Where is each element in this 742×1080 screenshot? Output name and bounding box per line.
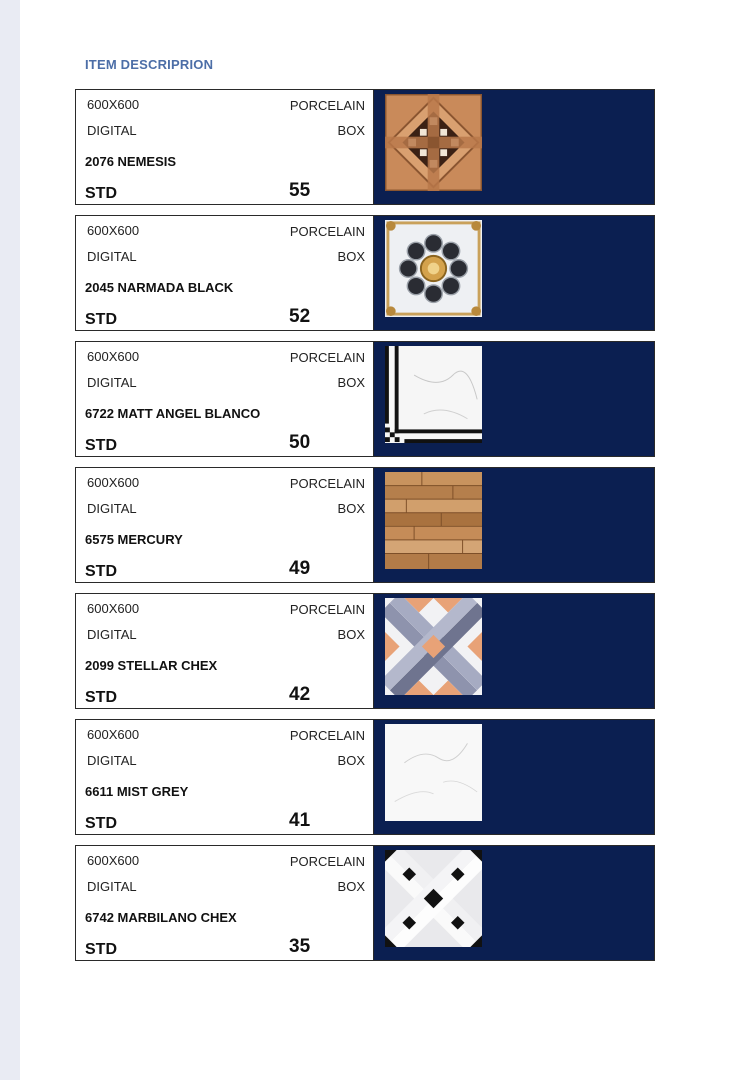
item-image-panel (373, 720, 654, 834)
item-image-panel (373, 90, 654, 204)
item-grade: STD (85, 563, 117, 580)
item-size: 600X600 (87, 349, 140, 364)
item-info (76, 90, 373, 204)
item-material: PORCELAIN (289, 728, 365, 743)
item-size: 600X600 (87, 727, 140, 742)
item-image-panel (373, 594, 654, 708)
item-quantity: 42 (289, 684, 311, 705)
item-name: 2045 NARMADA BLACK (85, 280, 234, 295)
item-grade: STD (85, 311, 117, 328)
marble-weave-tile-icon (385, 850, 482, 947)
item-info (76, 468, 373, 582)
item-grade: STD (85, 185, 117, 202)
item-material: PORCELAIN (289, 350, 365, 365)
item-quantity: 41 (289, 810, 311, 831)
item-finish: DIGITAL (87, 753, 137, 768)
item-unit: BOX (337, 249, 365, 264)
item-image-panel (373, 846, 654, 960)
wood-plank-tile-icon (385, 472, 482, 569)
item-size: 600X600 (87, 601, 140, 616)
item-description-heading: ITEM DESCRIPRION (85, 57, 214, 72)
item-finish: DIGITAL (87, 879, 137, 894)
item-name: 2076 NEMESIS (85, 154, 177, 169)
item-card (75, 719, 655, 835)
item-unit: BOX (337, 879, 365, 894)
item-info (76, 594, 373, 708)
item-unit: BOX (337, 753, 365, 768)
item-info (76, 342, 373, 456)
item-quantity: 49 (289, 558, 311, 579)
grey-lattice-tile-icon (385, 598, 482, 695)
item-finish: DIGITAL (87, 249, 137, 264)
item-material: PORCELAIN (289, 224, 365, 239)
item-size: 600X600 (87, 475, 140, 490)
item-finish: DIGITAL (87, 501, 137, 516)
item-name: 2099 STELLAR CHEX (85, 658, 218, 673)
item-name: 6722 MATT ANGEL BLANCO (85, 406, 261, 421)
item-card (75, 215, 655, 331)
item-card (75, 467, 655, 583)
item-unit: BOX (337, 123, 365, 138)
item-finish: DIGITAL (87, 627, 137, 642)
item-material: PORCELAIN (289, 854, 365, 869)
item-quantity: 52 (289, 306, 311, 327)
item-info (76, 216, 373, 330)
item-info (76, 720, 373, 834)
wood-parquet-diamond-tile-icon (385, 94, 482, 191)
item-size: 600X600 (87, 97, 140, 112)
item-quantity: 50 (289, 432, 311, 453)
white-marble-tile-icon (385, 724, 482, 821)
item-quantity: 55 (289, 180, 311, 201)
item-card (75, 845, 655, 961)
item-image-panel (373, 342, 654, 456)
item-material: PORCELAIN (289, 602, 365, 617)
item-finish: DIGITAL (87, 375, 137, 390)
item-finish: DIGITAL (87, 123, 137, 138)
item-unit: BOX (337, 375, 365, 390)
item-grade: STD (85, 815, 117, 832)
item-image-panel (373, 468, 654, 582)
item-grade: STD (85, 689, 117, 706)
document-page (20, 0, 742, 1080)
item-size: 600X600 (87, 223, 140, 238)
item-name: 6611 MIST GREY (85, 784, 189, 799)
item-quantity: 35 (289, 936, 311, 957)
item-card (75, 341, 655, 457)
item-grade: STD (85, 941, 117, 958)
item-card (75, 593, 655, 709)
item-material: PORCELAIN (289, 98, 365, 113)
white-marble-border-tile-icon (385, 346, 482, 443)
item-info (76, 846, 373, 960)
item-name: 6575 MERCURY (85, 532, 183, 547)
item-card (75, 89, 655, 205)
item-size: 600X600 (87, 853, 140, 868)
ornamental-medallion-tile-icon (385, 220, 482, 317)
item-grade: STD (85, 437, 117, 454)
item-unit: BOX (337, 627, 365, 642)
item-image-panel (373, 216, 654, 330)
item-material: PORCELAIN (289, 476, 365, 491)
item-name: 6742 MARBILANO CHEX (85, 910, 237, 925)
item-unit: BOX (337, 501, 365, 516)
